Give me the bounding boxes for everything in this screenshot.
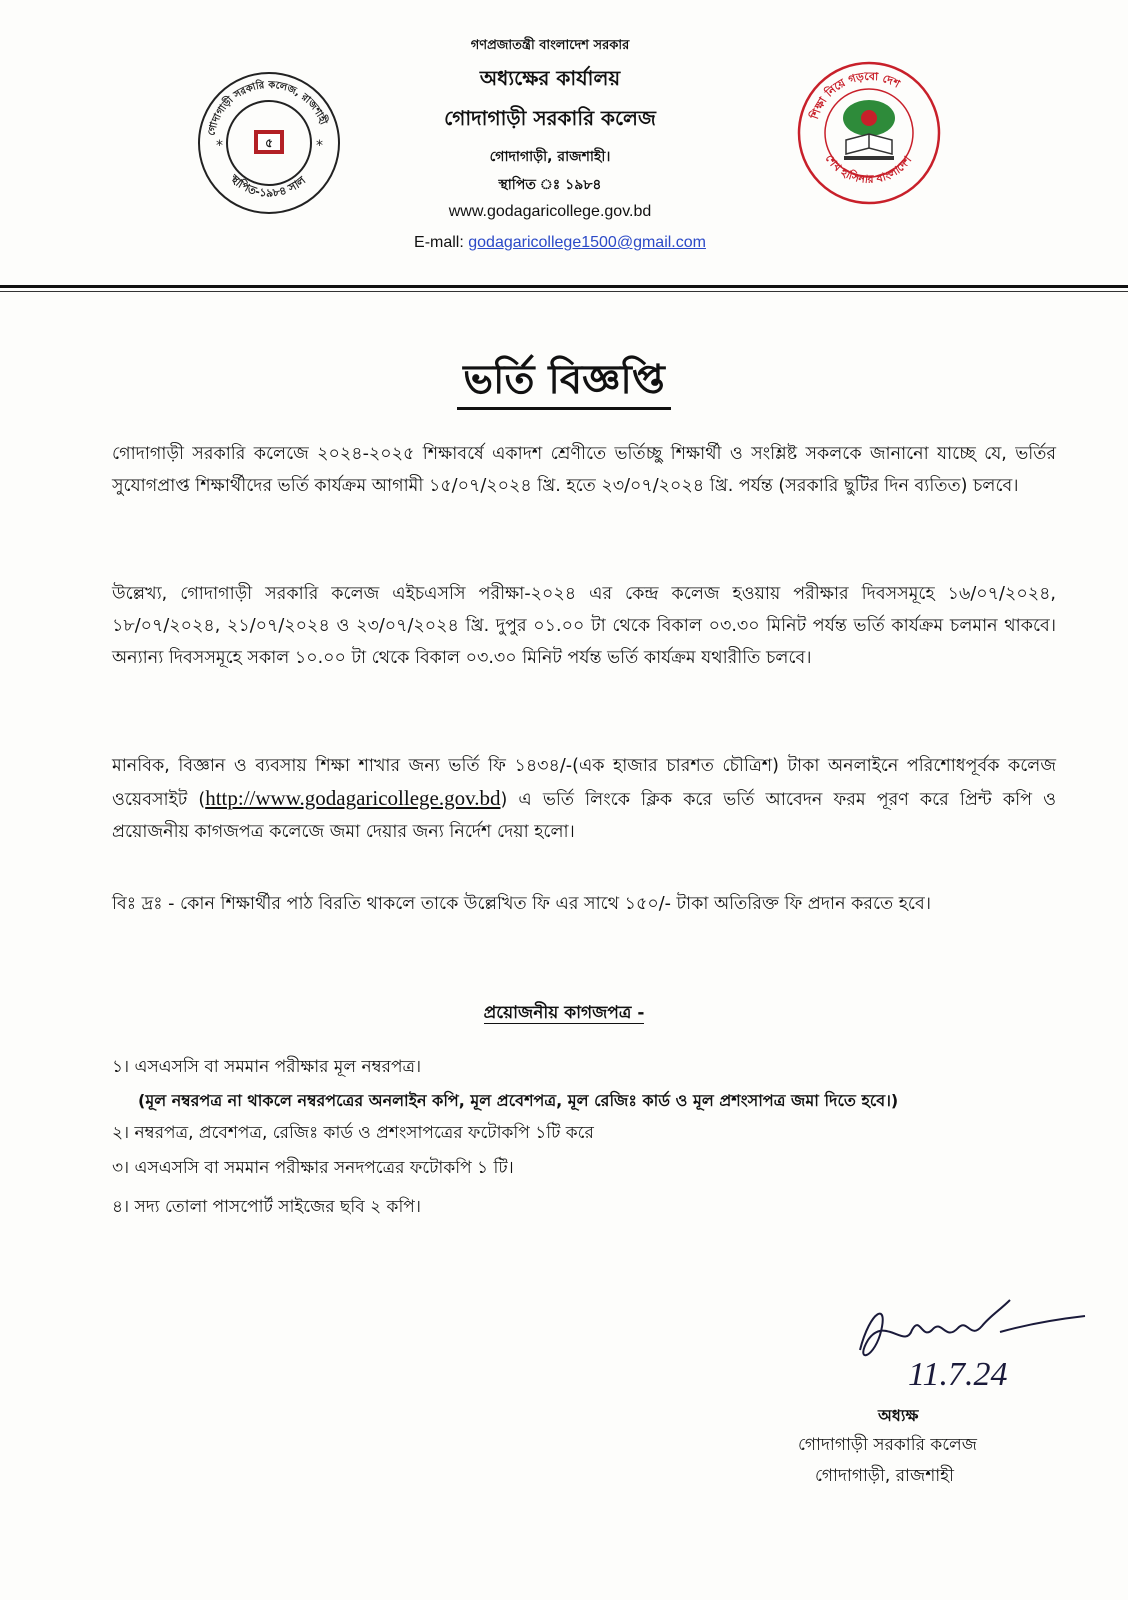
- logo-right-top-text: শিক্ষা নিয়ে গড়বো দেশ: [808, 69, 902, 121]
- notice-title: [0, 348, 1128, 415]
- paragraph-admission-schedule: গোদাগাড়ী সরকারি কলেজে ২০২৪-২০২৫ শিক্ষাবর্ষে একাদশ শ্রেণীতে ভর্তিচ্ছু শিক্ষার্থী ও সংশ্লিষ্ট সকলকে জানানো যাচ্ছে যে, ভর্তির সুযোগপ্রাপ্ত শিক্ষার্থীদের ভর্তি কার্যক্রম আগামী ১৫/০৭/২০২৪ খ্রি. হতে ২৩/০৭/২০২৪ খ্রি. পর্যন্ত (সরকারি ছুটির দিন ব্যতিত) চলবে।: [112, 444, 1056, 496]
- college-name: গোদাগাড়ী সরকারি কলেজ: [444, 106, 656, 130]
- email-link[interactable]: godagaricollege1500@gmail.com: [468, 234, 706, 251]
- college-location: গোদাগাড়ী, রাজশাহী।: [489, 149, 611, 165]
- website-link[interactable]: http://www.godagaricollege.gov.bd: [205, 786, 501, 810]
- signatory-role: অধ্যক্ষ: [878, 1406, 919, 1425]
- svg-text:*: *: [216, 138, 223, 154]
- email-label: E-mall:: [414, 234, 464, 251]
- office-name: অধ্যক্ষের কার্যালয়: [479, 66, 621, 90]
- header-rule-thin: [0, 291, 1128, 292]
- signatory-college: গোদাগাড়ী সরকারি কলেজ: [798, 1435, 977, 1455]
- document-item: ২। নম্বরপত্র, প্রবেশপত্র, রেজিঃ কার্ড ও প্রশংসাপত্রের ফটোকপি ১টি করে: [112, 1123, 594, 1143]
- document-item-note: (মূল নম্বরপত্র না থাকলে নম্বরপত্রের অনলাইন কপি, মূল প্রবেশপত্র, মূল রেজিঃ কার্ড ও মূল প্রশংসাপত্র জমা দিতে হবে।): [138, 1091, 899, 1110]
- principal-signature: [850, 1290, 1090, 1410]
- document-item: ৪। সদ্য তোলা পাসপোর্ট সাইজের ছবি ২ কপি।: [112, 1197, 421, 1217]
- logo-left-ring-text: গোদাগাড়ী সরকারি কলেজ, রাজশাহী: [206, 79, 329, 137]
- notice-title-text: ভর্তি বিজ্ঞপ্তি: [457, 357, 671, 410]
- paragraph-admission-fee: [112, 750, 1056, 848]
- paragraph-fee-text-before: মানবিক, বিজ্ঞান ও ব্যবসায় শিক্ষা শাখার জন্য ভর্তি ফি ১৪৩৪/-(এক হাজার চারশত চৌত্রিশ) টাকা অনলাইনে পরিশোধপূর্বক কলেজ ওয়েবসাইট (: [112, 756, 1056, 810]
- svg-text:*: *: [316, 138, 323, 154]
- slogan-logo: [796, 60, 942, 206]
- paragraph-note: বিঃ দ্রঃ - কোন শিক্ষার্থীর পাঠ বিরতি থাকলে তাকে উল্লেখিত ফি এর সাথে ১৫০/- টাকা অতিরিক্ত ফি প্রদান করতে হবে।: [112, 894, 931, 914]
- svg-text:৫: ৫: [265, 136, 273, 150]
- documents-heading-text: প্রয়োজনীয় কাগজপত্র -: [483, 1003, 645, 1023]
- government-name: গণপ্রজাতন্ত্রী বাংলাদেশ সরকার: [470, 38, 630, 53]
- documents-heading: [0, 1000, 1128, 1028]
- signature-date: 11.7.24: [908, 1356, 1008, 1393]
- document-item: ১। এসএসসি বা সমমান পরীক্ষার মূল নম্বরপত্র।: [112, 1057, 422, 1077]
- website-text: www.godagaricollege.gov.bd: [448, 203, 652, 220]
- established-year: স্থাপিত ঃ ১৯৮৪: [498, 177, 602, 193]
- email-row: [110, 234, 1010, 252]
- header-rule: [0, 285, 1128, 288]
- paragraph-exam-days: উল্লেখ্য, গোদাগাড়ী সরকারি কলেজ এইচএসসি পরীক্ষা-২০২৪ এর কেন্দ্র কলেজ হওয়ায় পরীক্ষার দিবসসমূহে ১৬/০৭/২০২৪, ১৮/০৭/২০২৪, ২১/০৭/২০২৪ ও ২৩/০৭/২০২৪ খ্রি. দুপুর ০১.০০ টা থেকে বিকাল ০৩.৩০ মিনিট পর্যন্ত ভর্তি কার্যক্রম চলমান থাকবে। অন্যান্য দিবসসমূহে সকাল ১০.০০ টা থেকে বিকাল ০৩.৩০ মিনিট পর্যন্ত ভর্তি কার্যক্রম যথারীতি চলবে।: [112, 584, 1056, 668]
- logo-right-bottom-text: শেখ হাসিনার বাংলাদেশ: [822, 152, 915, 187]
- signatory-location: গোদাগাড়ী, রাজশাহী: [815, 1466, 954, 1486]
- paragraph-fee-text-after: ) এ ভর্তি লিংকে ক্লিক করে ভর্তি আবেদন ফরম পূরণ করে প্রিন্ট কপি ও প্রয়োজনীয় কাগজপত্র কলেজে জমা দেয়ার জন্য নির্দেশ দেয়া হলো।: [112, 790, 1056, 842]
- logo-left-est-text: স্থাপিত-১৯৮৪ সাল: [227, 172, 309, 200]
- document-item: ৩। এসএসসি বা সমমান পরীক্ষার সনদপত্রের ফটোকপি ১ টি।: [112, 1158, 514, 1178]
